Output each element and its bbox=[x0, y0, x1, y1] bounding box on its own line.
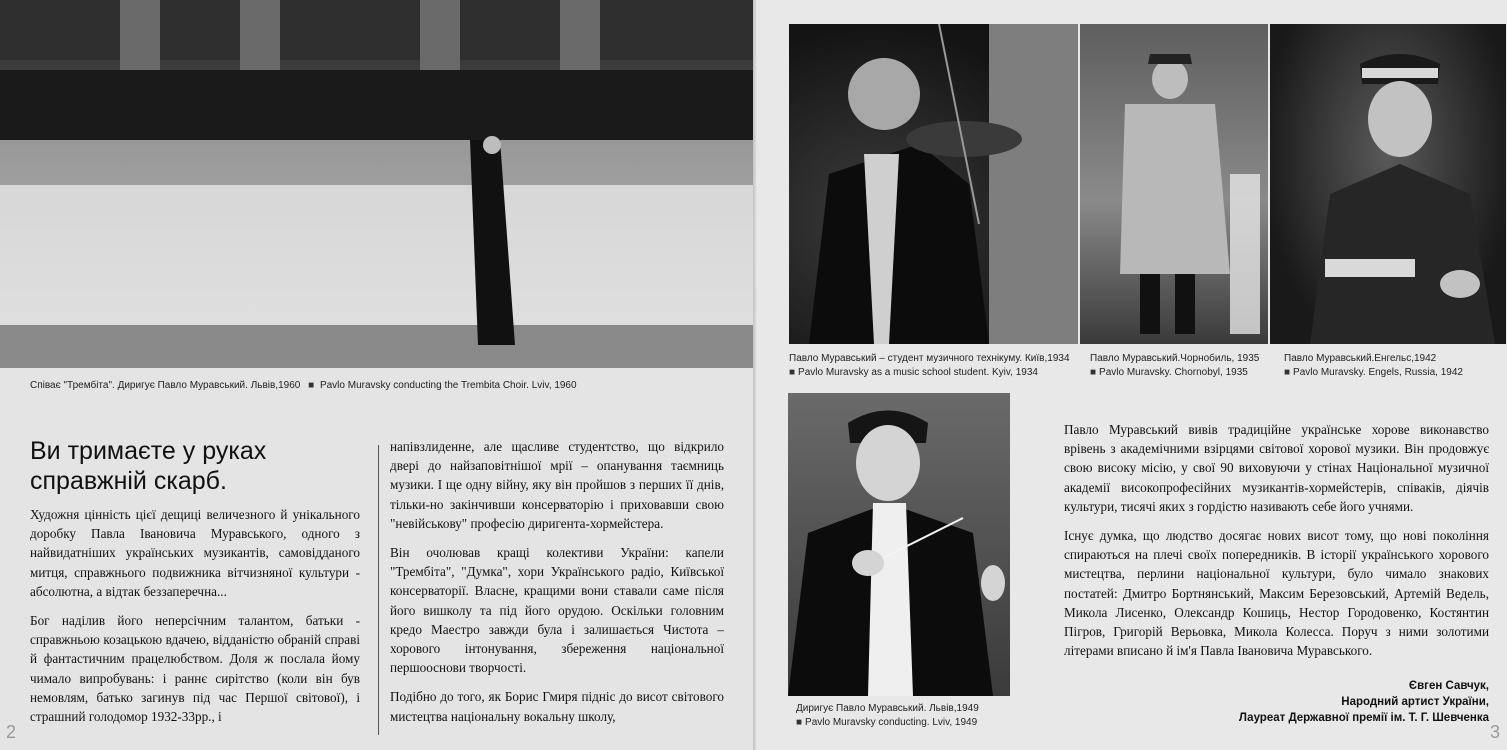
author-title: Народний артист України, bbox=[1341, 696, 1489, 708]
violin-caption-uk: Павло Муравський – студент музичного технікуму. Київ,1934 bbox=[789, 353, 1070, 364]
article-column-3 bbox=[1064, 420, 1489, 670]
conducting-caption bbox=[796, 702, 979, 730]
author-award: Лауреат Державної премії ім. Т. Г. Шевченка bbox=[1238, 712, 1489, 724]
caption-bullet: ■ bbox=[796, 717, 803, 728]
violin-photo-illustration bbox=[789, 24, 1078, 344]
caption-bullet: ■ bbox=[1284, 367, 1291, 378]
conducting-caption-uk: Диригує Павло Муравський. Львів,1949 bbox=[796, 703, 979, 714]
paragraph: Існує думка, що людство досягає нових висот тому, що нові покоління спираються на плечі своїх попередників. В історії українського хорового мистецтва, перлини національної культури, було чимало знакових постатей: Дмитро Бортнянський, Максим Березовський, Артемій Ведель, Микола Лисенко, Олександр Кошиць, Нестор Городовенко, Костянтин Пігров, Григорій Верьовка, Микола Колесса. Поруч з ними золотими літерами вписано й ім'я Павла Івановича Муравського. bbox=[1064, 528, 1489, 659]
engels-caption-en: Pavlo Muravsky. Engels, Russia, 1942 bbox=[1293, 367, 1463, 378]
left-page bbox=[0, 0, 753, 750]
page-number-right: 3 bbox=[1490, 722, 1501, 742]
engels-photo bbox=[1270, 24, 1506, 344]
choir-photo bbox=[0, 0, 753, 368]
violin-caption-en: Pavlo Muravsky as a music school student. Kyiv, 1934 bbox=[798, 367, 1038, 378]
conducting-photo-illustration bbox=[788, 393, 1010, 696]
author-name: Євген Савчук, bbox=[1408, 680, 1489, 692]
paragraph: напівзлиденне, але щасливе студентство, що відкрило двері до найзаповітнішої мрії – опанування таємниць музики. І ще одну війну, яку він пройшов з перших її днів, тільки-но закінчивши консерваторію і приховавши свою "невійськову" професію диригента-хормейстера. bbox=[390, 439, 724, 531]
violin-photo bbox=[789, 24, 1078, 344]
conducting-caption-en: Pavlo Muravsky conducting. Lviv, 1949 bbox=[805, 717, 978, 728]
choir-caption-uk: Співає "Трембіта". Диригує Павло Муравський. Львів,1960 bbox=[30, 380, 301, 391]
choir-caption-en: Pavlo Muravsky conducting the Trembita Choir. Lviv, 1960 bbox=[319, 380, 577, 391]
page-number-left: 2 bbox=[6, 722, 17, 742]
caption-bullet: ■ bbox=[1090, 367, 1097, 378]
article-column-2 bbox=[390, 437, 724, 736]
chornobyl-caption bbox=[1090, 352, 1259, 380]
paragraph: Подібно до того, як Борис Гмиря підніс до висот світового мистецтва національну вокальну школу, bbox=[390, 689, 724, 724]
caption-bullet: ■ bbox=[308, 380, 315, 391]
chornobyl-caption-uk: Павло Муравський.Чорнобиль, 1935 bbox=[1090, 353, 1260, 364]
engels-photo-illustration bbox=[1270, 24, 1506, 344]
paragraph: Він очолював кращі колективи України: капели "Трембіта", "Думка", хори Українського радіо, Київської консерваторії. Власне, кращими вони ставали саме після його вишколу та під його орудою. Оскільки головним кредо Маестро завжди була і залишається Чистота – хорового інтонування, збереження національної першооснови творчості. bbox=[390, 545, 724, 676]
paragraph: Бог наділив його неперсічним талантом, батьки - справжньою козацькою вдачею, відданістю обраній справі й фантастичним працелюбством. Доля ж послала йому чимало випробувань: і раннє сирітство (коли він був немовлям, батько загинув під час Першої світової), і страшний голодомор 1932-33рр., і bbox=[30, 613, 360, 725]
conducting-photo bbox=[788, 393, 1010, 696]
engels-caption bbox=[1284, 352, 1463, 380]
choir-caption bbox=[30, 379, 577, 393]
article-column-1 bbox=[30, 505, 360, 736]
author-signature bbox=[1200, 678, 1489, 726]
chornobyl-photo bbox=[1080, 24, 1268, 344]
article-headline: Ви тримаєте у руках справжній скарб. bbox=[30, 437, 267, 495]
caption-bullet: ■ bbox=[789, 367, 796, 378]
chornobyl-caption-en: Pavlo Muravsky. Chornobyl, 1935 bbox=[1099, 367, 1248, 378]
choir-photo-illustration bbox=[0, 0, 753, 368]
paragraph: Павло Муравський вивів традиційне українське хорове виконавство врівень з академічними взірцями світової хорової музики. Він продовжує свою високу місію, у свої 90 виховуючи у стінах Національної музичної академії високопрофесійних музикантів-хормейстерів, співаків, діячів культури, тисячі яких з гордістю називають себе його учнями. bbox=[1064, 422, 1489, 514]
column-divider bbox=[378, 445, 379, 735]
engels-caption-uk: Павло Муравський.Енгельс,1942 bbox=[1284, 353, 1437, 364]
violin-caption bbox=[789, 352, 1070, 380]
chornobyl-photo-illustration bbox=[1080, 24, 1268, 344]
paragraph: Художня цінність цієї дещиці величезного й унікального доробку Павла Івановича Муравського, одного з найвидатніших українських музикантів, самовідданого митця, справжнього подвижника вітчизняної культури - абсолютна, а відтак беззаперечна... bbox=[30, 507, 360, 599]
